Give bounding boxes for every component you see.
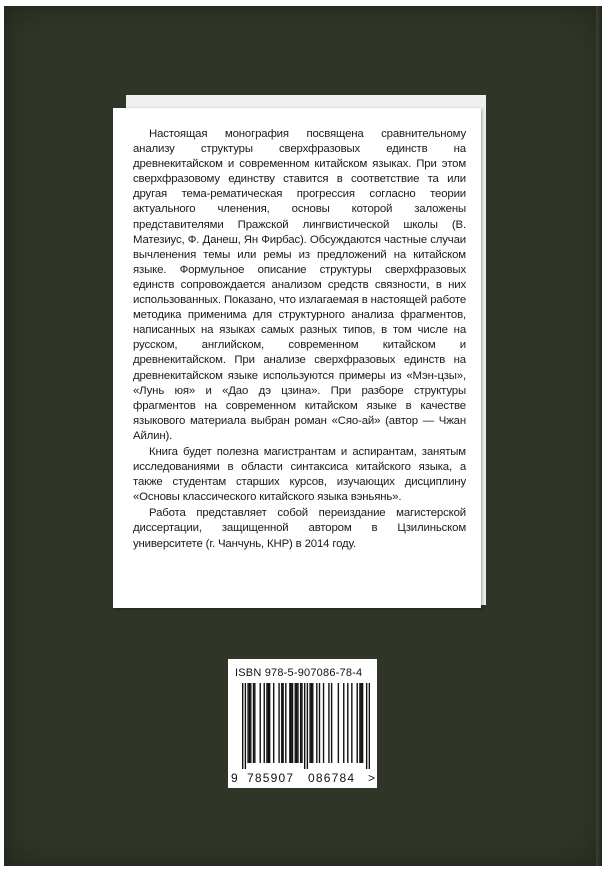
- barcode-bar: [316, 683, 317, 763]
- barcode-bar: [269, 683, 270, 763]
- barcode-bar: [250, 683, 251, 763]
- barcode-bar: [260, 683, 261, 763]
- barcode-bar: [300, 683, 301, 763]
- barcode-bar: [254, 683, 255, 763]
- barcode-bar: [323, 683, 324, 763]
- annotation-paragraph-3: Работа представляет собой переиздание магистерской диссертации, защищенной автором в Цзилиньском университете (г. Чанчунь, КНР) в 2014 году.: [133, 507, 466, 550]
- barcode-bar: [343, 683, 344, 763]
- barcode-bar: [285, 683, 286, 763]
- barcode-bar: [268, 683, 269, 763]
- barcode-bar: [311, 683, 312, 763]
- barcode: [242, 683, 370, 769]
- barcode-bar: [338, 683, 339, 763]
- barcode-bar: [273, 683, 274, 763]
- annotation-text: [133, 127, 466, 552]
- barcode-bar: [282, 683, 283, 763]
- barcode-bar: [328, 683, 329, 763]
- barcode-bar: [281, 683, 282, 763]
- barcode-bar: [359, 683, 360, 763]
- barcode-bar: [291, 683, 292, 763]
- annotation-paragraph-2: Книга будет полезна магистрантам и аспирантам, занятым исследованиями в области синтаксиса китайского языка, а также студентам старших курсов, изучающих дисциплину «Основы классического китайского языка вэньянь».: [133, 445, 466, 504]
- barcode-bar: [266, 683, 267, 763]
- barcode-bar: [309, 683, 310, 763]
- barcode-guard-bar: [242, 683, 243, 769]
- barcode-bar: [357, 683, 358, 763]
- barcode-guard-bar: [307, 683, 308, 769]
- barcode-guard-bar: [304, 683, 305, 769]
- barcode-bar: [347, 683, 348, 763]
- spine-edge: [596, 6, 602, 866]
- barcode-bar: [289, 683, 290, 763]
- barcode-bar: [292, 683, 293, 763]
- barcode-trailer: >: [368, 771, 376, 785]
- annotation-paragraph-1: Настоящая монография посвящена сравнительному анализу структуры сверхфразовых единств на древнекитайском и современном китайском языках. При этом сверхфразовому единству ставится в соответствие та или другая тема-рематическая прогрессия согласно теории актуального членения, основы которой заложены представителями Пражской лингвистической школы (В. Матезиус, Ф. Данеш, Ян Фирбас). Обсуждаются частные случаи вычленения темы или ремы из предложений на китайском языке. Формульное описание структуры сверхфразовых единств сопровождается анализом средств связности, в них использованных. Показано, что излагаемая в настоящей работе методика применима для структурного анализа фрагментов, написанных на языках самых разных типов, в том числе на русском, английском, современном китайском и древнекитайском. При анализе сверхфразовых единств на древнекитайском языке используются примеры из «Мэн-цзы», «Лунь юя» и «Дао дэ цзина». При разборе структуры фрагментов на современном китайском языке в качестве языкового материала выбран роман «Сяо-ай» (автор — Чжан Айлин).: [133, 128, 466, 442]
- barcode-bar: [361, 683, 362, 763]
- barcode-guard-bar: [366, 683, 367, 769]
- barcode-first-digit: 9: [231, 771, 238, 785]
- barcode-bar: [295, 683, 296, 763]
- barcode-bar: [247, 683, 248, 763]
- isbn-label: ISBN 978-5-907086-78-4: [235, 667, 363, 679]
- barcode-bar: [301, 683, 302, 763]
- barcode-bar: [278, 683, 279, 763]
- barcode-bar: [351, 683, 352, 763]
- barcode-bar: [253, 683, 254, 763]
- barcode-guard-bar: [369, 683, 370, 769]
- barcode-bar: [331, 683, 332, 763]
- barcode-bar: [312, 683, 313, 763]
- barcode-right-group: 086784: [308, 771, 356, 785]
- barcode-bar: [319, 683, 320, 763]
- barcode-guard-bar: [245, 683, 246, 769]
- barcode-bar: [362, 683, 363, 763]
- barcode-bar: [264, 683, 265, 763]
- isbn-box: [228, 659, 377, 788]
- barcode-left-group: 785907: [247, 771, 295, 785]
- barcode-bar: [249, 683, 250, 763]
- barcode-bar: [297, 683, 298, 763]
- barcode-bar: [296, 683, 297, 763]
